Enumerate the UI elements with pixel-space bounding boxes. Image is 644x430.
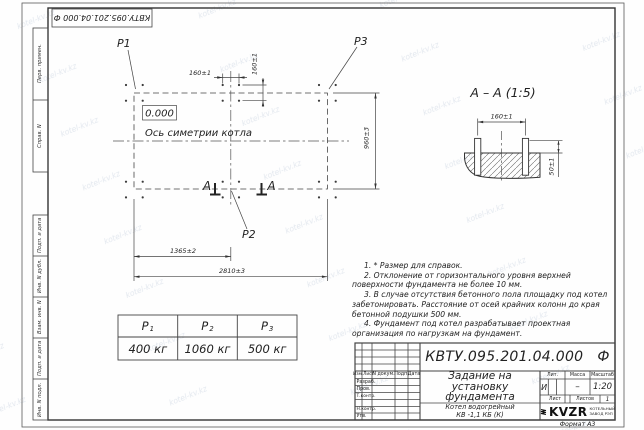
p1-subscript: 1: [149, 325, 155, 333]
margin-label-podp-data-2: Подп. и дата: [37, 340, 43, 377]
sheet-label: Лист: [548, 396, 562, 402]
load-point-p1-label: P1: [117, 37, 131, 50]
p3-subscript: 3: [268, 325, 274, 333]
margin-label-inv-podl: Инв. N подл.: [37, 382, 43, 417]
dim-half-1365: 1365±2: [169, 247, 197, 255]
load-value-p1: 400 кг: [128, 341, 168, 356]
doc-number-main: КВТУ.095.201.04.000: [425, 349, 584, 365]
axis-of-symmetry-label: Ось симетрии котла: [145, 128, 252, 139]
sheets-label: Листов: [576, 396, 594, 402]
product-line-1: Котел водогрейный: [445, 403, 515, 411]
logo-caption-line-1: КОТЕЛЬНЫЙ: [589, 406, 615, 412]
dim-bolt-spacing-h: 160±1: [189, 69, 211, 77]
doc-number-suffix: Ф: [597, 349, 610, 365]
col-header-izm-list: Изм.Лист: [353, 372, 374, 378]
row-label-nkontr: Н.контр.: [356, 407, 377, 413]
anchor-bolt-left: [475, 138, 481, 175]
elevation-value: 0.000: [145, 108, 174, 120]
margin-label-inv-dubl: Инв. N дубл.: [37, 259, 43, 294]
note-4: 4. Фундамент под котел разрабатывает проектная организация по нагрузкам на фундамент.: [352, 319, 571, 338]
dim-bolt-height: 50±1: [547, 157, 556, 176]
dim-total-2810: 2810±3: [218, 267, 246, 275]
logo-caption: [589, 407, 615, 416]
doc-number: [420, 343, 615, 371]
company-logo: [540, 403, 615, 420]
col-header-n-dokum: N докум.: [372, 372, 395, 378]
product-name: [420, 403, 540, 420]
mass-value: –: [575, 382, 580, 392]
section-letter-right: А: [267, 179, 276, 193]
product-line-2: КВ -1,1 КБ (К): [456, 410, 504, 419]
margin-label-podp-data-1: Подп. и дата: [37, 217, 43, 254]
drawing-title: Задание на установку фундамента: [445, 370, 515, 404]
dim-bolt-spacing-v: 160±1: [250, 53, 259, 75]
row-label-prov: Пров.: [356, 386, 371, 392]
dim-width-960: 960±3: [362, 127, 371, 149]
row-label-razrab: Разраб.: [356, 379, 376, 385]
p2-symbol: P: [201, 319, 209, 333]
logo-caption-line-2: ЗАВОД РЭП: [589, 410, 613, 416]
p3-symbol: P: [260, 319, 268, 333]
load-table-header-p1: [118, 315, 178, 337]
anchor-bolt-right: [522, 138, 528, 175]
load-point-p3-label: P3: [354, 35, 368, 48]
p1-symbol: P: [141, 319, 149, 333]
section-letter-left: А: [202, 179, 212, 193]
margin-label-perv-primen: Перв. примен.: [37, 44, 43, 84]
logo-text: KVZR: [548, 404, 588, 419]
load-table-header-p3: [237, 315, 297, 337]
load-table-header-p2: [178, 315, 238, 337]
lit-value: И: [541, 382, 548, 392]
col-header-data: Дата: [407, 372, 421, 378]
note-3: 3. В случае отсутствия бетонного пола площадку под котел забетонировать. Расстояние от осей крайних колонн до края бетонной подушки 500 мм.: [352, 290, 608, 319]
load-point-p2-label: P2: [242, 228, 256, 241]
mass-header: Масса: [569, 372, 586, 378]
row-label-utv: Утв.: [356, 414, 367, 419]
section-title: А – А (1:5): [470, 85, 536, 100]
kvzr-zigzag-icon: [540, 406, 547, 418]
load-value-p3: 500 кг: [247, 341, 287, 356]
load-value-p2: 1060 кг: [184, 341, 231, 356]
col-header-podp: Подп.: [394, 372, 409, 378]
scale-value: 1:20: [592, 382, 613, 392]
note-2: 2. Отклонение от горизонтального уровня верхней поверхности фундамента не более 10 мм.: [352, 270, 571, 290]
scale-header: Масштаб: [591, 372, 614, 378]
lit-header: Лит.: [546, 372, 559, 378]
note-1: 1. * Размер для справок.: [364, 261, 463, 270]
top-stamp-text: КВТУ.095.201.04.000 Ф: [53, 13, 151, 23]
sheets-value: 1: [605, 395, 610, 403]
dim-section-spacing: 160±1: [490, 112, 513, 121]
format-label: Формат А3: [559, 420, 596, 428]
p2-subscript: 2: [209, 325, 214, 333]
notes-block: [352, 261, 614, 345]
margin-label-sprav-n: Справ. N: [37, 124, 43, 148]
margin-label-vzam-inv: Взам. инв. N: [37, 300, 43, 335]
row-label-tkontr: Т.контр.: [356, 393, 376, 399]
